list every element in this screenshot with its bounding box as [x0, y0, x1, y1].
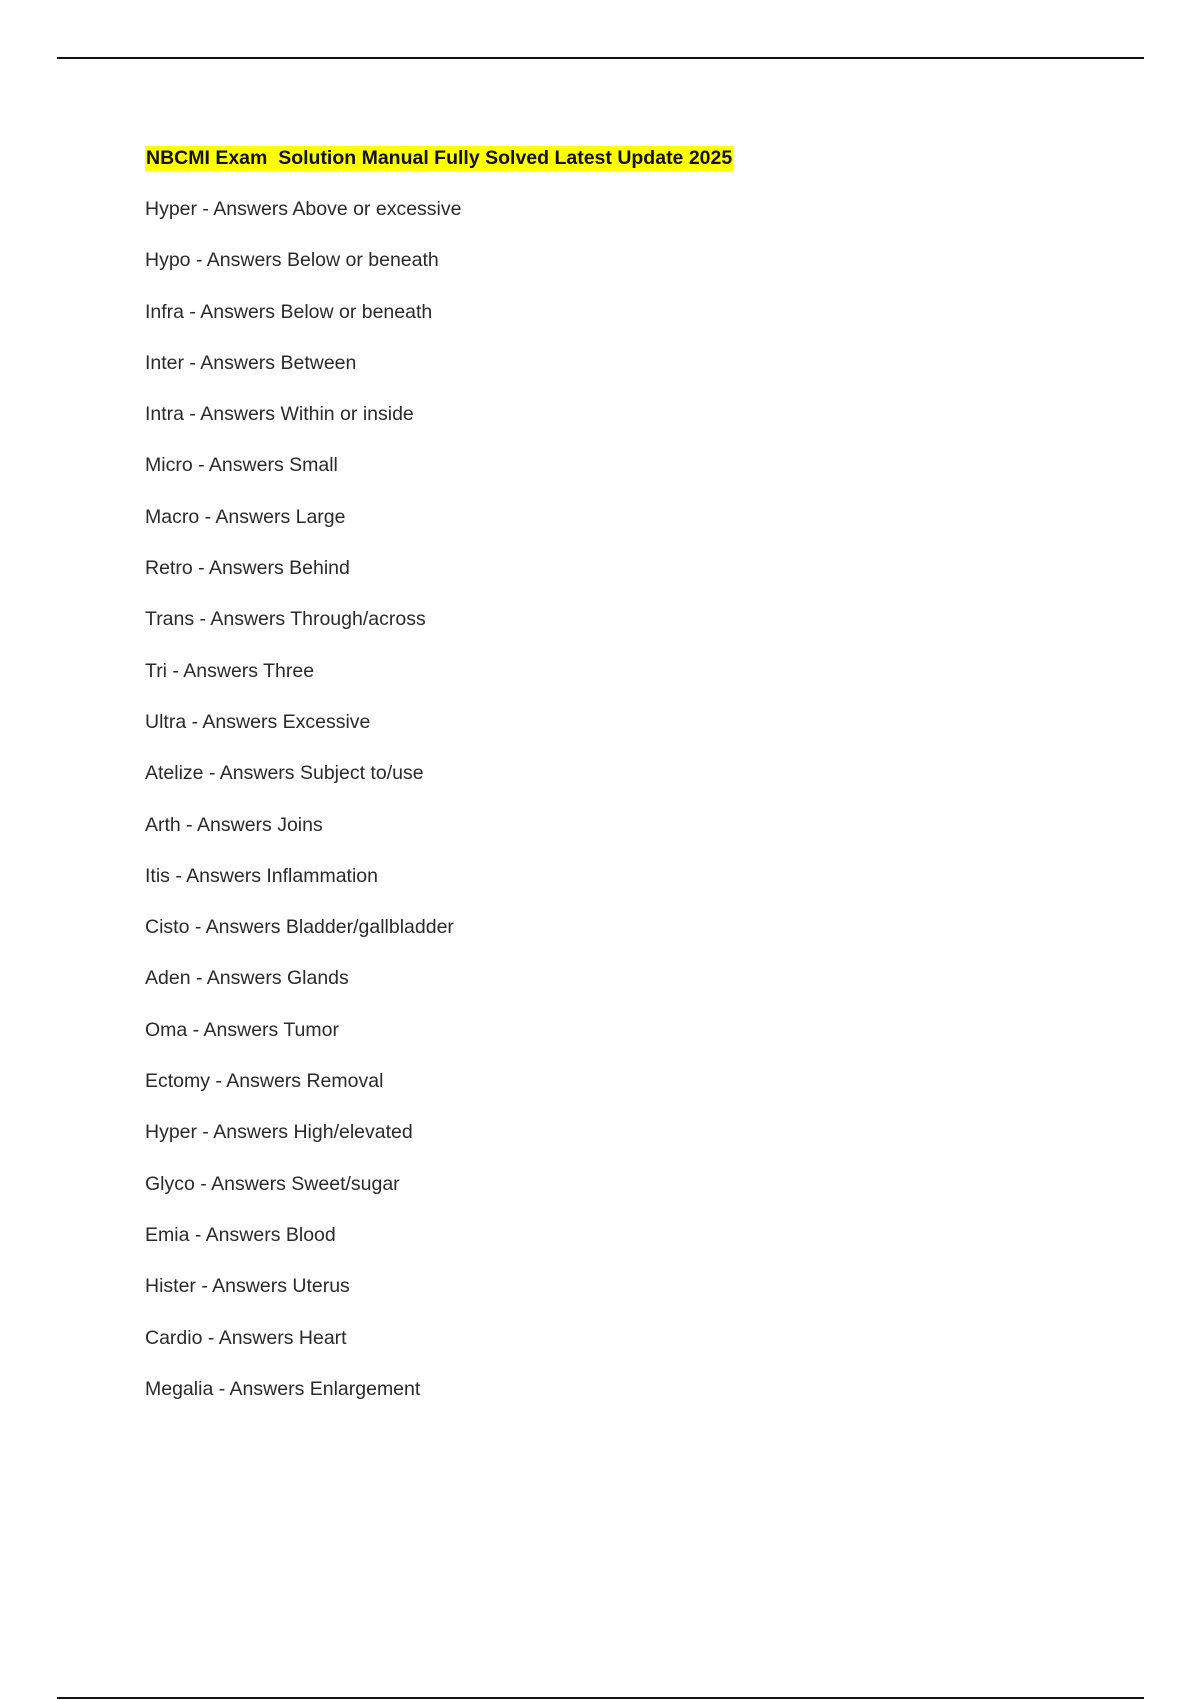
term-entry: Infra - Answers Below or beneath — [145, 300, 433, 323]
term-entry: Hypo - Answers Below or beneath — [145, 249, 439, 272]
header-rule — [57, 57, 1144, 59]
term-entry: Retro - Answers Behind — [145, 557, 350, 580]
term-entry: Arth - Answers Joins — [145, 813, 323, 836]
term-entry: Ectomy - Answers Removal — [145, 1070, 384, 1093]
title-highlight: NBCMI Exam Solution Manual Fully Solved Latest Update 2025 — [146, 147, 733, 169]
term-entry: Hyper - Answers Above or excessive — [145, 198, 462, 220]
term-entry: Atelize - Answers Subject to/use — [145, 762, 424, 785]
term-entry: Itis - Answers Inflammation — [145, 864, 378, 887]
term-entry: Aden - Answers Glands — [145, 967, 349, 990]
term-entry: Ultra - Answers Excessive — [145, 710, 371, 733]
term-entry: Macro - Answers Large — [145, 505, 346, 528]
term-entry: Hyper - Answers High/elevated — [145, 1121, 413, 1144]
footer-rule — [57, 1697, 1144, 1699]
term-list — [145, 196, 461, 1427]
term-entry: Inter - Answers Between — [145, 351, 357, 374]
term-entry: Trans - Answers Through/across — [145, 608, 426, 631]
term-entry: Micro - Answers Small — [145, 454, 338, 477]
term-entry: Hister - Answers Uterus — [145, 1275, 350, 1298]
term-entry: Intra - Answers Within or inside — [145, 403, 414, 426]
term-entry: Cardio - Answers Heart — [145, 1326, 347, 1349]
term-entry: Oma - Answers Tumor — [145, 1018, 339, 1041]
term-entry: Glyco - Answers Sweet/sugar — [145, 1172, 400, 1195]
document-title — [145, 145, 733, 171]
term-entry: Megalia - Answers Enlargement — [145, 1377, 421, 1400]
term-entry: Emia - Answers Blood — [145, 1223, 336, 1246]
term-entry: Tri - Answers Three — [145, 659, 315, 682]
term-entry: Cisto - Answers Bladder/gallbladder — [145, 916, 454, 939]
